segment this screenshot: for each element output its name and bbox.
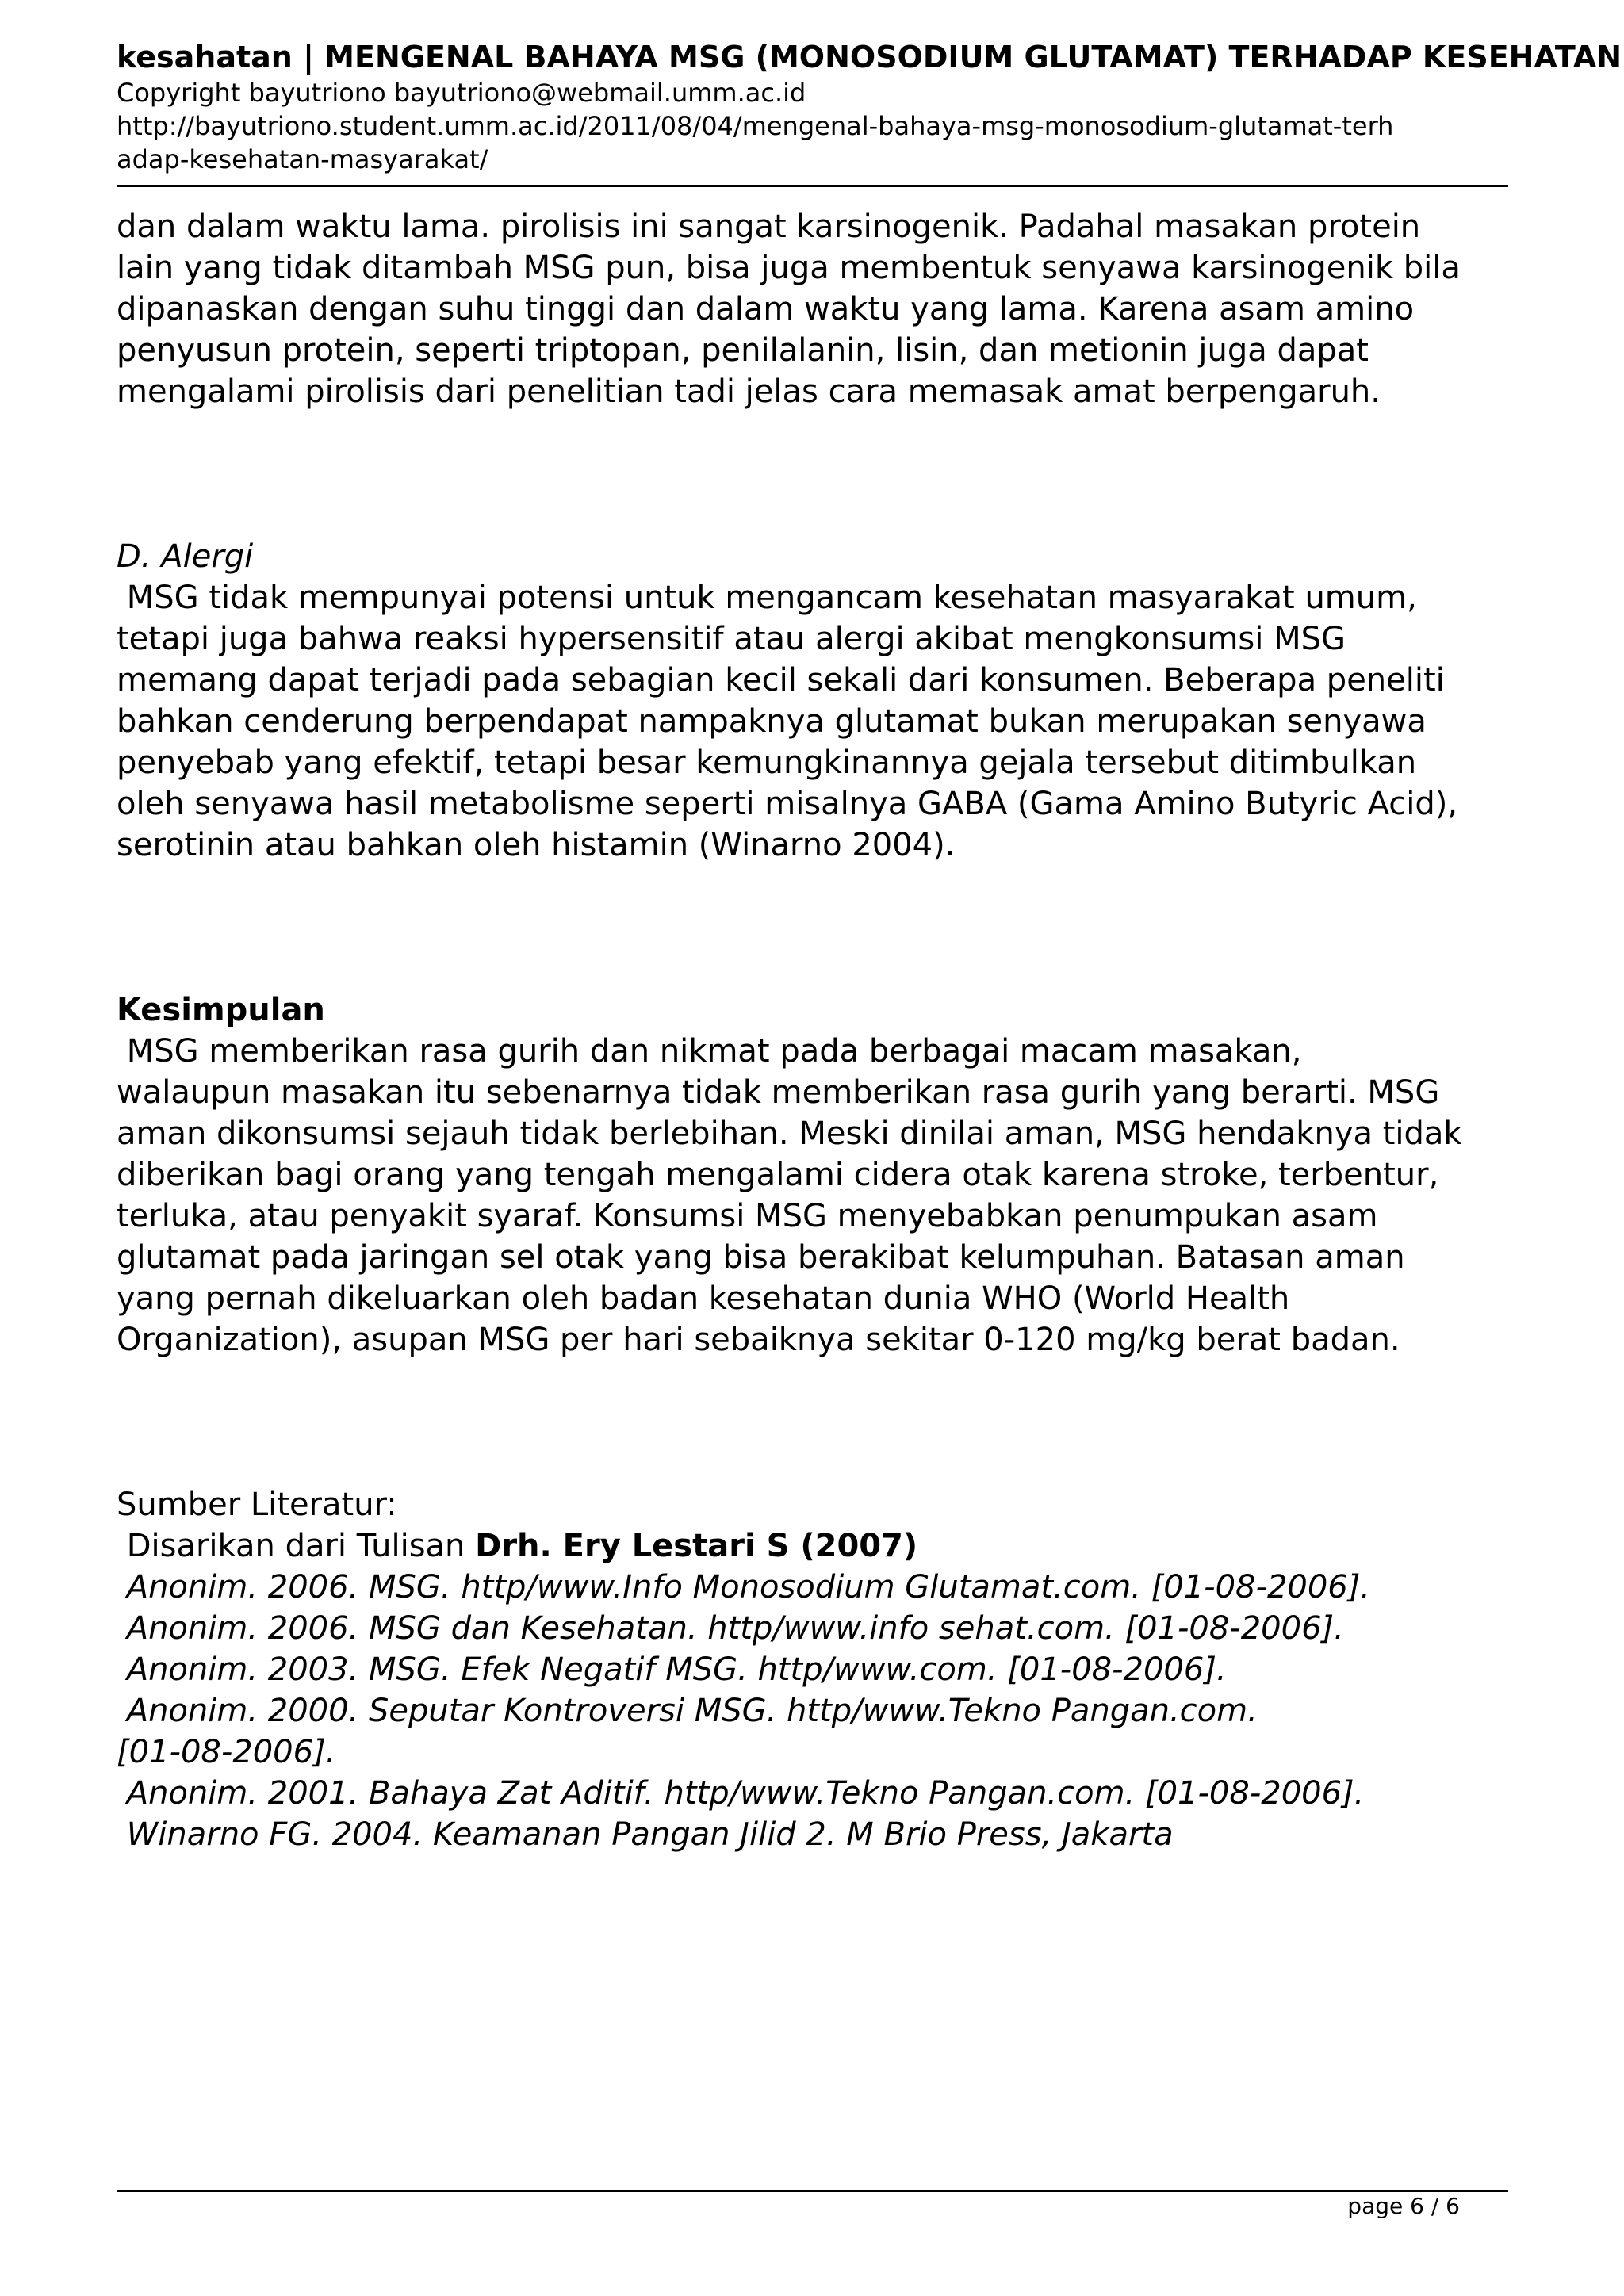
intro-line: mengalami pirolisis dari penelitian tadi jelas cara memasak amat berpengaruh. (117, 373, 1381, 410)
literatur-source (117, 1525, 1508, 1567)
alergi-line: tetapi juga bahwa reaksi hypersensitif atau alergi akibat mengkonsumsi MSG (117, 621, 1346, 657)
section-alergi (117, 536, 1508, 866)
reference-item: Anonim. 2006. MSG dan Kesehatan. http/www.info sehat.com. [01-08-2006]. (117, 1610, 1344, 1647)
kesimpulan-line: yang pernah dikeluarkan oleh badan kesehatan dunia WHO (World Health (117, 1280, 1290, 1317)
header-url-line-1: http://bayutriono.student.umm.ac.id/2011/08/04/mengenal-bahaya-msg-monosodium-glutamat-terh (117, 111, 1394, 141)
reference-item: [01-08-2006]. (117, 1734, 336, 1770)
alergi-line: penyebab yang efektif, tetapi besar kemungkinannya gejala tersebut ditimbulkan (117, 744, 1417, 781)
section-literatur (117, 1484, 1508, 1855)
kesimpulan-line: walaupun masakan itu sebenarnya tidak memberikan rasa gurih yang berarti. MSG (117, 1074, 1440, 1111)
kesimpulan-line: terluka, atau penyakit syaraf. Konsumsi MSG menyebabkan penumpukan asam (117, 1198, 1378, 1234)
literatur-source-prefix: Disarikan dari Tulisan (117, 1528, 476, 1564)
spacer (117, 866, 1508, 989)
intro-paragraph (117, 206, 1508, 412)
reference-item: Anonim. 2006. MSG. http/www.Info Monosodium Glutamat.com. [01-08-2006]. (117, 1569, 1371, 1605)
kesimpulan-line: MSG memberikan rasa gurih dan nikmat pada berbagai macam masakan, (117, 1033, 1302, 1070)
kesimpulan-line: diberikan bagi orang yang tengah mengalami cidera otak karena stroke, terbentur, (117, 1157, 1439, 1193)
footer-divider (117, 2190, 1508, 2192)
section-kesimpulan (117, 989, 1508, 1360)
header-divider (117, 185, 1508, 187)
intro-line: dipanaskan dengan suhu tinggi dan dalam waktu yang lama. Karena asam amino (117, 291, 1415, 327)
article-body (117, 206, 1508, 1855)
reference-item: Anonim. 2000. Seputar Kontroversi MSG. http/www.Tekno Pangan.com. (117, 1693, 1258, 1729)
page-number: page 6 / 6 (1347, 2193, 1460, 2219)
header-url-line-2: adap-kesehatan-masyarakat/ (117, 144, 488, 174)
kesimpulan-line: glutamat pada jaringan sel otak yang bisa berakibat kelumpuhan. Batasan aman (117, 1239, 1405, 1276)
header-title: kesahatan | MENGENAL BAHAYA MSG (MONOSODIUM GLUTAMAT) TERHADAP KESEHATAN (117, 40, 1622, 75)
alergi-line: MSG tidak mempunyai potensi untuk mengancam kesehatan masyarakat umum, (117, 580, 1417, 616)
page-header (117, 38, 1622, 176)
kesimpulan-line: aman dikonsumsi sejauh tidak berlebihan. Meski dinilai aman, MSG hendaknya tidak (117, 1115, 1462, 1152)
section-heading-alergi: D. Alergi (117, 538, 254, 575)
alergi-line: bahkan cenderung berpendapat nampaknya glutamat bukan merupakan senyawa (117, 703, 1427, 740)
reference-item: Winarno FG. 2004. Keamanan Pangan Jilid 2. M Brio Press, Jakarta (117, 1816, 1174, 1853)
alergi-line: memang dapat terjadi pada sebagian kecil sekali dari konsumen. Beberapa peneliti (117, 662, 1445, 698)
spacer (117, 412, 1508, 536)
reference-item: Anonim. 2001. Bahaya Zat Aditif. http/www.Tekno Pangan.com. [01-08-2006]. (117, 1775, 1365, 1812)
literatur-source-author: Drh. Ery Lestari S (2007) (475, 1528, 918, 1564)
spacer (117, 1360, 1508, 1484)
intro-line: lain yang tidak ditambah MSG pun, bisa juga membentuk senyawa karsinogenik bila (117, 250, 1461, 286)
alergi-line: oleh senyawa hasil metabolisme seperti misalnya GABA (Gama Amino Butyric Acid), (117, 786, 1458, 822)
kesimpulan-line: Organization), asupan MSG per hari sebaiknya sekitar 0-120 mg/kg berat badan. (117, 1322, 1400, 1358)
reference-item: Anonim. 2003. MSG. Efek Negatif MSG. http/www.com. [01-08-2006]. (117, 1651, 1227, 1688)
intro-line: dan dalam waktu lama. pirolisis ini sangat karsinogenik. Padahal masakan protein (117, 209, 1421, 245)
section-heading-literatur: Sumber Literatur: (117, 1487, 397, 1523)
alergi-line: serotinin atau bahkan oleh histamin (Winarno 2004). (117, 827, 956, 863)
intro-line: penyusun protein, seperti triptopan, penilalanin, lisin, dan metionin juga dapat (117, 332, 1369, 369)
section-heading-kesimpulan: Kesimpulan (117, 992, 325, 1028)
header-copyright: Copyright bayutriono bayutriono@webmail.umm.ac.id (117, 78, 806, 108)
